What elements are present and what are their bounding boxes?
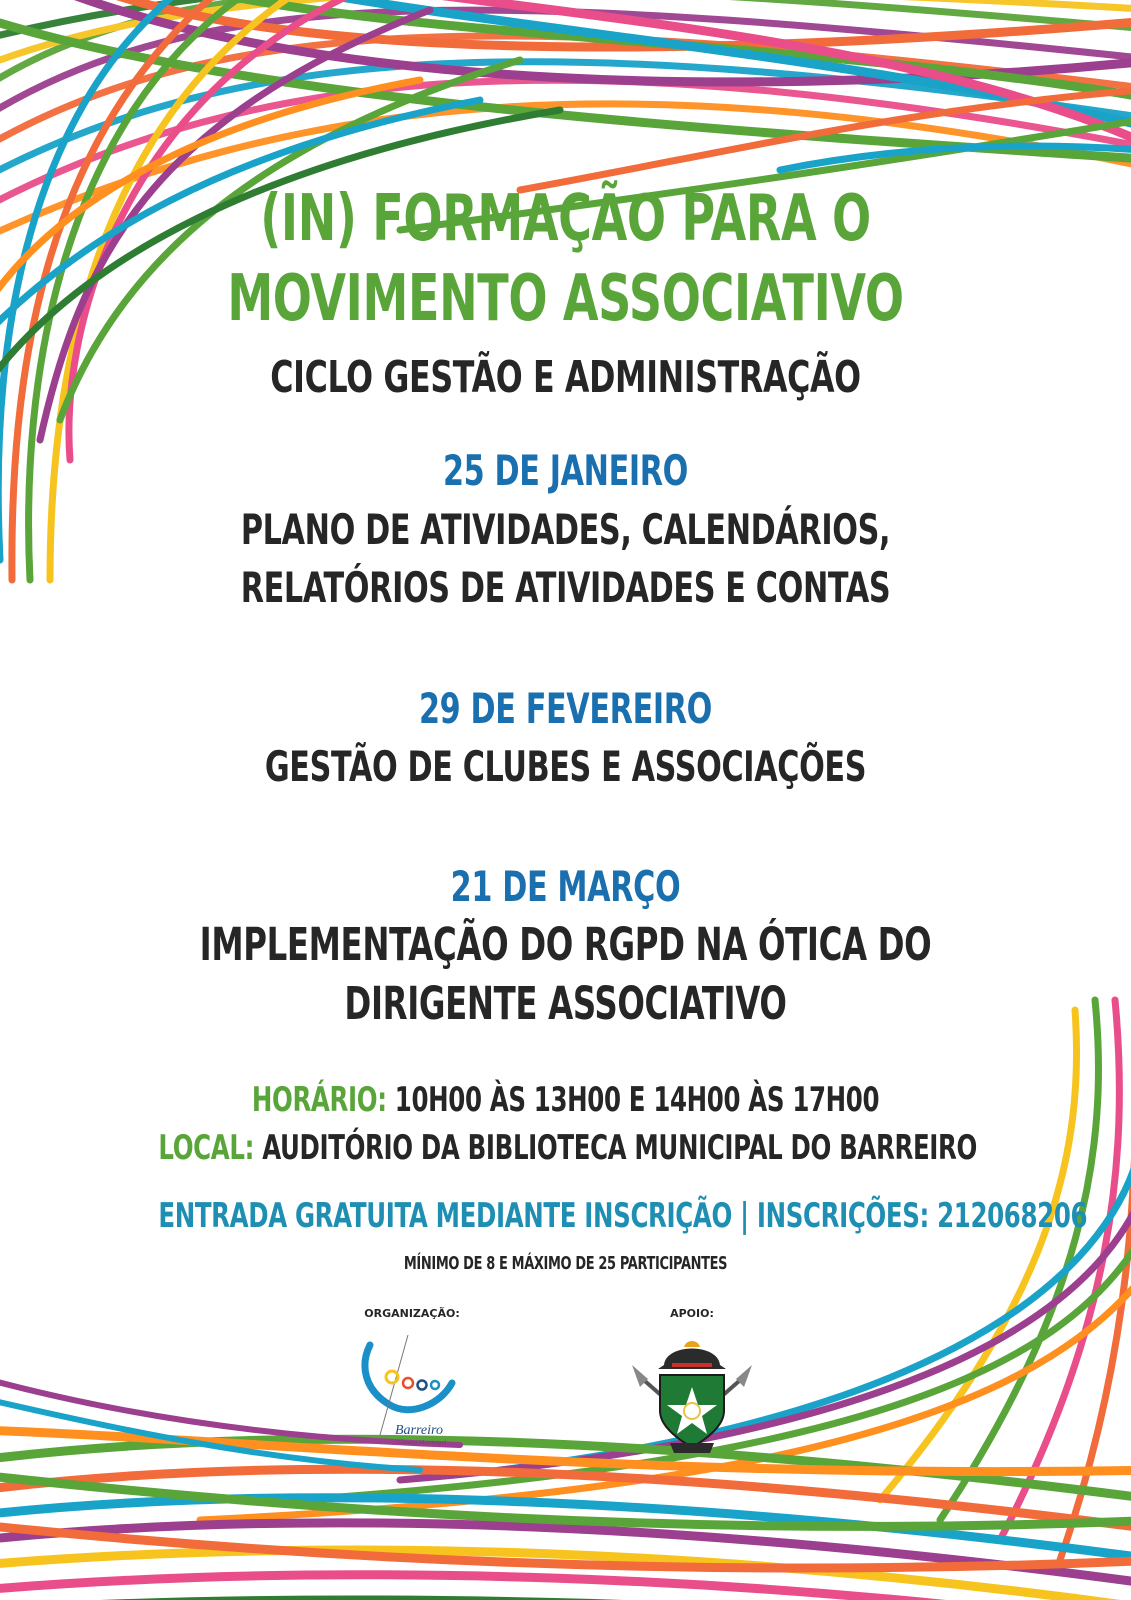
firefighters-crest-icon <box>630 1335 754 1457</box>
session-1-topic-line-2: RELATÓRIOS DE ATIVIDADES E CONTAS <box>240 563 891 612</box>
title-line-1: (IN) FORMAÇÃO PARA O <box>260 182 871 256</box>
location-value: AUDITÓRIO DA BIBLIOTECA MUNICIPAL DO BARREIRO <box>262 1128 978 1168</box>
support-label: APOIO: <box>670 1307 714 1320</box>
session-3-date: 21 DE MARÇO <box>450 862 681 911</box>
title-line-2: MOVIMENTO ASSOCIATIVO <box>227 262 904 336</box>
organization-logo-name: Barreiro <box>395 1423 443 1438</box>
session-1-date: 25 DE JANEIRO <box>442 446 689 495</box>
organization-logo-subtitle: Câmara Municipal <box>397 1440 447 1446</box>
location-line <box>158 1128 978 1168</box>
session-2-date: 29 DE FEVEREIRO <box>418 684 713 733</box>
session-1-topic-line-1: PLANO DE ATIVIDADES, CALENDÁRIOS, <box>240 505 891 554</box>
session-3-topic-line-1: IMPLEMENTAÇÃO DO RGPD NA ÓTICA DO <box>199 918 932 971</box>
participant-limits: MÍNIMO DE 8 E MÁXIMO DE 25 PARTICIPANTES <box>403 1253 728 1274</box>
schedule-value: 10H00 ÀS 13H00 E 14H00 ÀS 17H00 <box>394 1080 880 1120</box>
subtitle: CICLO GESTÃO E ADMINISTRAÇÃO <box>270 352 861 403</box>
schedule-label: HORÁRIO: <box>251 1080 387 1120</box>
location-label: LOCAL: <box>158 1128 255 1168</box>
organization-label: ORGANIZAÇÃO: <box>364 1307 460 1320</box>
session-3-topic-line-2: DIRIGENTE ASSOCIATIVO <box>344 977 787 1030</box>
session-2-topic-line-1: GESTÃO DE CLUBES E ASSOCIAÇÕES <box>264 742 867 791</box>
entry-registration-line: ENTRADA GRATUITA MEDIANTE INSCRIÇÃO | INSCRIÇÕES: 212068206 <box>158 1196 1088 1236</box>
schedule-line <box>158 1080 972 1120</box>
